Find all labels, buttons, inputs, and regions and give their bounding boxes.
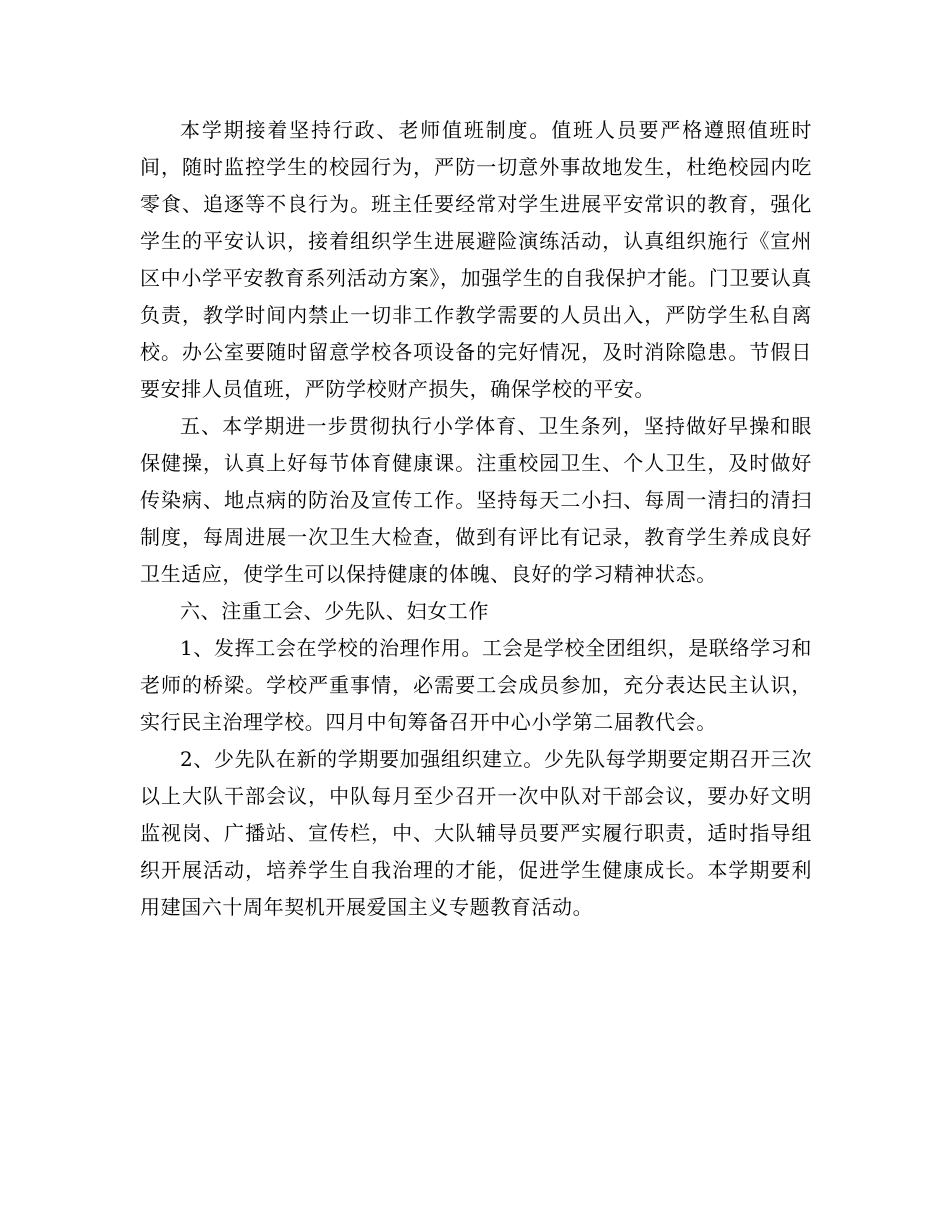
paragraph-section-five-health: 五、本学期进一步贯彻执行小学体育、卫生条列，坚持做好早操和眼保健操，认真上好每节体育健康课。注重校园卫生、个人卫生，及时做好传染病、地点病的防治及宣传工作。坚持每天二小扫、每周一清扫的清扫制度，每周进展一次卫生大检查，做到有评比有记录，教育学生养成良好卫生适应，使学生可以保持健康的体魄、良好的学习精神状态。 <box>140 414 812 586</box>
paragraph-young-pioneers: 2、少先队在新的学期要加强组织建立。少先队每学期要定期召开三次以上大队干部会议，中队每月至少召开一次中队对干部会议，要办好文明监视岗、广播站、宣传栏，中、大队辅导员要严实履行职责，适时指导组织开展活动，培养学生自我治理的才能，促进学生健康成长。本学期要利用建国六十周年契机开展爱国主义专题教育活动。 <box>140 747 812 919</box>
paragraph-duty-system: 本学期接着坚持行政、老师值班制度。值班人员要严格遵照值班时间，随时监控学生的校园行为，严防一切意外事故地发生，杜绝校园内吃零食、追逐等不良行为。班主任要经常对学生进展平安常识的教育，强化学生的平安认识，接着组织学生进展避险演练活动，认真组织施行《宣州区中小学平安教育系列活动方案》，加强学生的自我保护才能。门卫要认真负责，教学时间内禁止一切非工作教学需要的人员出入，严防学生私自离校。办公室要随时留意学校各项设备的完好情况，及时消除隐患。节假日要安排人员值班，严防学校财产损失，确保学校的平安。 <box>140 118 812 401</box>
section-six-heading: 六、注重工会、少先队、妇女工作 <box>180 599 489 623</box>
document-body <box>140 112 812 926</box>
paragraph-union-work: 1、发挥工会在学校的治理作用。工会是学校全团组织，是联络学习和老师的桥梁。学校严重事情，必需要工会成员参加，充分表达民主认识，实行民主治理学校。四月中旬筹备召开中心小学第二届教代会。 <box>140 636 812 734</box>
